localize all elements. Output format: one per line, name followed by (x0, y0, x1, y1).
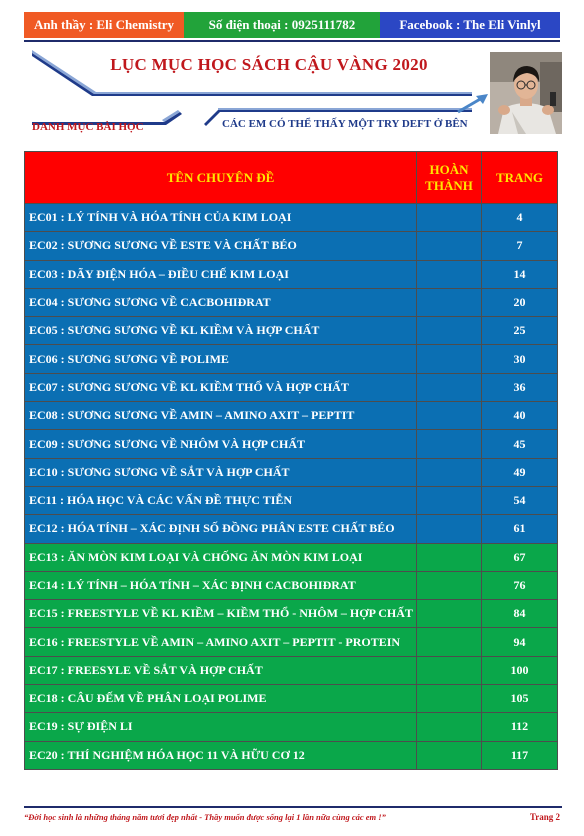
completion-cell[interactable] (417, 741, 482, 769)
page-number-cell: 94 (482, 628, 558, 656)
lesson-title: EC05 : SƯƠNG SƯƠNG VỀ KL KIỀM VÀ HỢP CHẤT (25, 317, 417, 345)
lesson-title: EC06 : SƯƠNG SƯƠNG VỀ POLIME (25, 345, 417, 373)
lesson-title: EC15 : FREESTYLE VỀ KL KIỀM – KIỀM THỔ - NHÔM – HỢP CHẤT (25, 600, 417, 628)
lesson-title: EC19 : SỰ ĐIỆN LI (25, 713, 417, 741)
lesson-title: EC14 : LÝ TÍNH – HÓA TÍNH – XÁC ĐỊNH CACBOHIĐRAT (25, 571, 417, 599)
lesson-table-body (25, 204, 558, 770)
completion-cell[interactable] (417, 685, 482, 713)
completion-cell[interactable] (417, 430, 482, 458)
page-number-cell: 30 (482, 345, 558, 373)
table-row (25, 260, 558, 288)
page-number: Trang 2 (529, 812, 560, 822)
column-header-page: TRANG (482, 152, 558, 204)
completion-cell[interactable] (417, 515, 482, 543)
table-row (25, 600, 558, 628)
lesson-title: EC04 : SƯƠNG SƯƠNG VỀ CACBOHIĐRAT (25, 288, 417, 316)
column-header-topic: TÊN CHUYÊN ĐỀ (25, 152, 417, 204)
table-row (25, 486, 558, 514)
completion-cell[interactable] (417, 232, 482, 260)
completion-cell[interactable] (417, 204, 482, 232)
header-bar (24, 12, 560, 38)
page-number-cell: 54 (482, 486, 558, 514)
lesson-title: EC12 : HÓA TÍNH – XÁC ĐỊNH SỐ ĐỒNG PHÂN ESTE CHẤT BÉO (25, 515, 417, 543)
page-number-cell: 100 (482, 656, 558, 684)
table-row (25, 345, 558, 373)
page-number-cell: 49 (482, 458, 558, 486)
completion-cell[interactable] (417, 628, 482, 656)
completion-cell[interactable] (417, 288, 482, 316)
page-number-cell: 45 (482, 430, 558, 458)
lesson-title: EC03 : DÃY ĐIỆN HÓA – ĐIỀU CHẾ KIM LOẠI (25, 260, 417, 288)
table-row (25, 373, 558, 401)
table-row (25, 741, 558, 769)
footer-quote: “Đời học sinh là những tháng năm tươi đẹp nhất - Thầy muốn được sống lại 1 lần nữa cùng các em !” (24, 812, 386, 822)
completion-cell[interactable] (417, 486, 482, 514)
table-row (25, 543, 558, 571)
table-row (25, 317, 558, 345)
table-row (25, 458, 558, 486)
photo-caption: CÁC EM CÓ THỂ THẤY MỘT TRY DEFT Ở BÊN (222, 118, 468, 130)
page-number-cell: 25 (482, 317, 558, 345)
page-number-cell: 7 (482, 232, 558, 260)
completion-cell[interactable] (417, 260, 482, 288)
page-number-cell: 20 (482, 288, 558, 316)
table-row (25, 685, 558, 713)
lesson-title: EC10 : SƯƠNG SƯƠNG VỀ SẮT VÀ HỢP CHẤT (25, 458, 417, 486)
table-row (25, 656, 558, 684)
table-header-row (25, 152, 558, 204)
lesson-title: EC09 : SƯƠNG SƯƠNG VỀ NHÔM VÀ HỢP CHẤT (25, 430, 417, 458)
lesson-title: EC02 : SƯƠNG SƯƠNG VỀ ESTE VÀ CHẤT BÉO (25, 232, 417, 260)
lesson-title: EC18 : CÂU ĐẾM VỀ PHÂN LOẠI POLIME (25, 685, 417, 713)
page-number-cell: 40 (482, 402, 558, 430)
teacher-photo (490, 52, 562, 134)
page-number-cell: 76 (482, 571, 558, 599)
lesson-title: EC07 : SƯƠNG SƯƠNG VỀ KL KIỀM THỔ VÀ HỢP CHẤT (25, 373, 417, 401)
table-row (25, 628, 558, 656)
table-row (25, 402, 558, 430)
lesson-title: EC16 : FREESTYLE VỀ AMIN – AMINO AXIT – PEPTIT - PROTEIN (25, 628, 417, 656)
page-title: LỤC MỤC HỌC SÁCH CẬU VÀNG 2020 (110, 55, 428, 74)
page-number-cell: 36 (482, 373, 558, 401)
completion-cell[interactable] (417, 571, 482, 599)
lesson-title: EC13 : ĂN MÒN KIM LOẠI VÀ CHỐNG ĂN MÒN KIM LOẠI (25, 543, 417, 571)
lesson-list-caption: DANH MỤC BÀI HỌC (32, 121, 144, 133)
teacher-label: Anh thầy : Eli Chemistry (24, 12, 184, 38)
table-row (25, 713, 558, 741)
page-number-cell: 84 (482, 600, 558, 628)
page-number-cell: 61 (482, 515, 558, 543)
completion-cell[interactable] (417, 373, 482, 401)
header-divider (24, 40, 560, 42)
table-row (25, 232, 558, 260)
table-row (25, 430, 558, 458)
lesson-title: EC20 : THÍ NGHIỆM HÓA HỌC 11 VÀ HỮU CƠ 12 (25, 741, 417, 769)
footer-divider (24, 806, 562, 808)
phone-label: Số điện thoại : 0925111782 (184, 12, 380, 38)
completion-cell[interactable] (417, 458, 482, 486)
arrow-icon (456, 92, 490, 114)
completion-cell[interactable] (417, 317, 482, 345)
completion-cell[interactable] (417, 600, 482, 628)
page-number-cell: 67 (482, 543, 558, 571)
completion-cell[interactable] (417, 656, 482, 684)
lesson-table (24, 151, 558, 770)
lesson-title: EC11 : HÓA HỌC VÀ CÁC VẤN ĐỀ THỰC TIỄN (25, 486, 417, 514)
lesson-title: EC08 : SƯƠNG SƯƠNG VỀ AMIN – AMINO AXIT – PEPTIT (25, 402, 417, 430)
table-row (25, 288, 558, 316)
page-number-cell: 105 (482, 685, 558, 713)
column-header-done: HOÀN THÀNH (417, 152, 482, 204)
table-row (25, 571, 558, 599)
page-number-cell: 14 (482, 260, 558, 288)
table-row (25, 515, 558, 543)
page-number-cell: 4 (482, 204, 558, 232)
page-number-cell: 112 (482, 713, 558, 741)
table-row (25, 204, 558, 232)
facebook-label: Facebook : The Eli Vinlyl (380, 12, 560, 38)
completion-cell[interactable] (417, 713, 482, 741)
page-number-cell: 117 (482, 741, 558, 769)
completion-cell[interactable] (417, 402, 482, 430)
lesson-title: EC17 : FREESYLE VỀ SẮT VÀ HỢP CHẤT (25, 656, 417, 684)
lesson-title: EC01 : LÝ TÍNH VÀ HÓA TÍNH CỦA KIM LOẠI (25, 204, 417, 232)
completion-cell[interactable] (417, 543, 482, 571)
completion-cell[interactable] (417, 345, 482, 373)
